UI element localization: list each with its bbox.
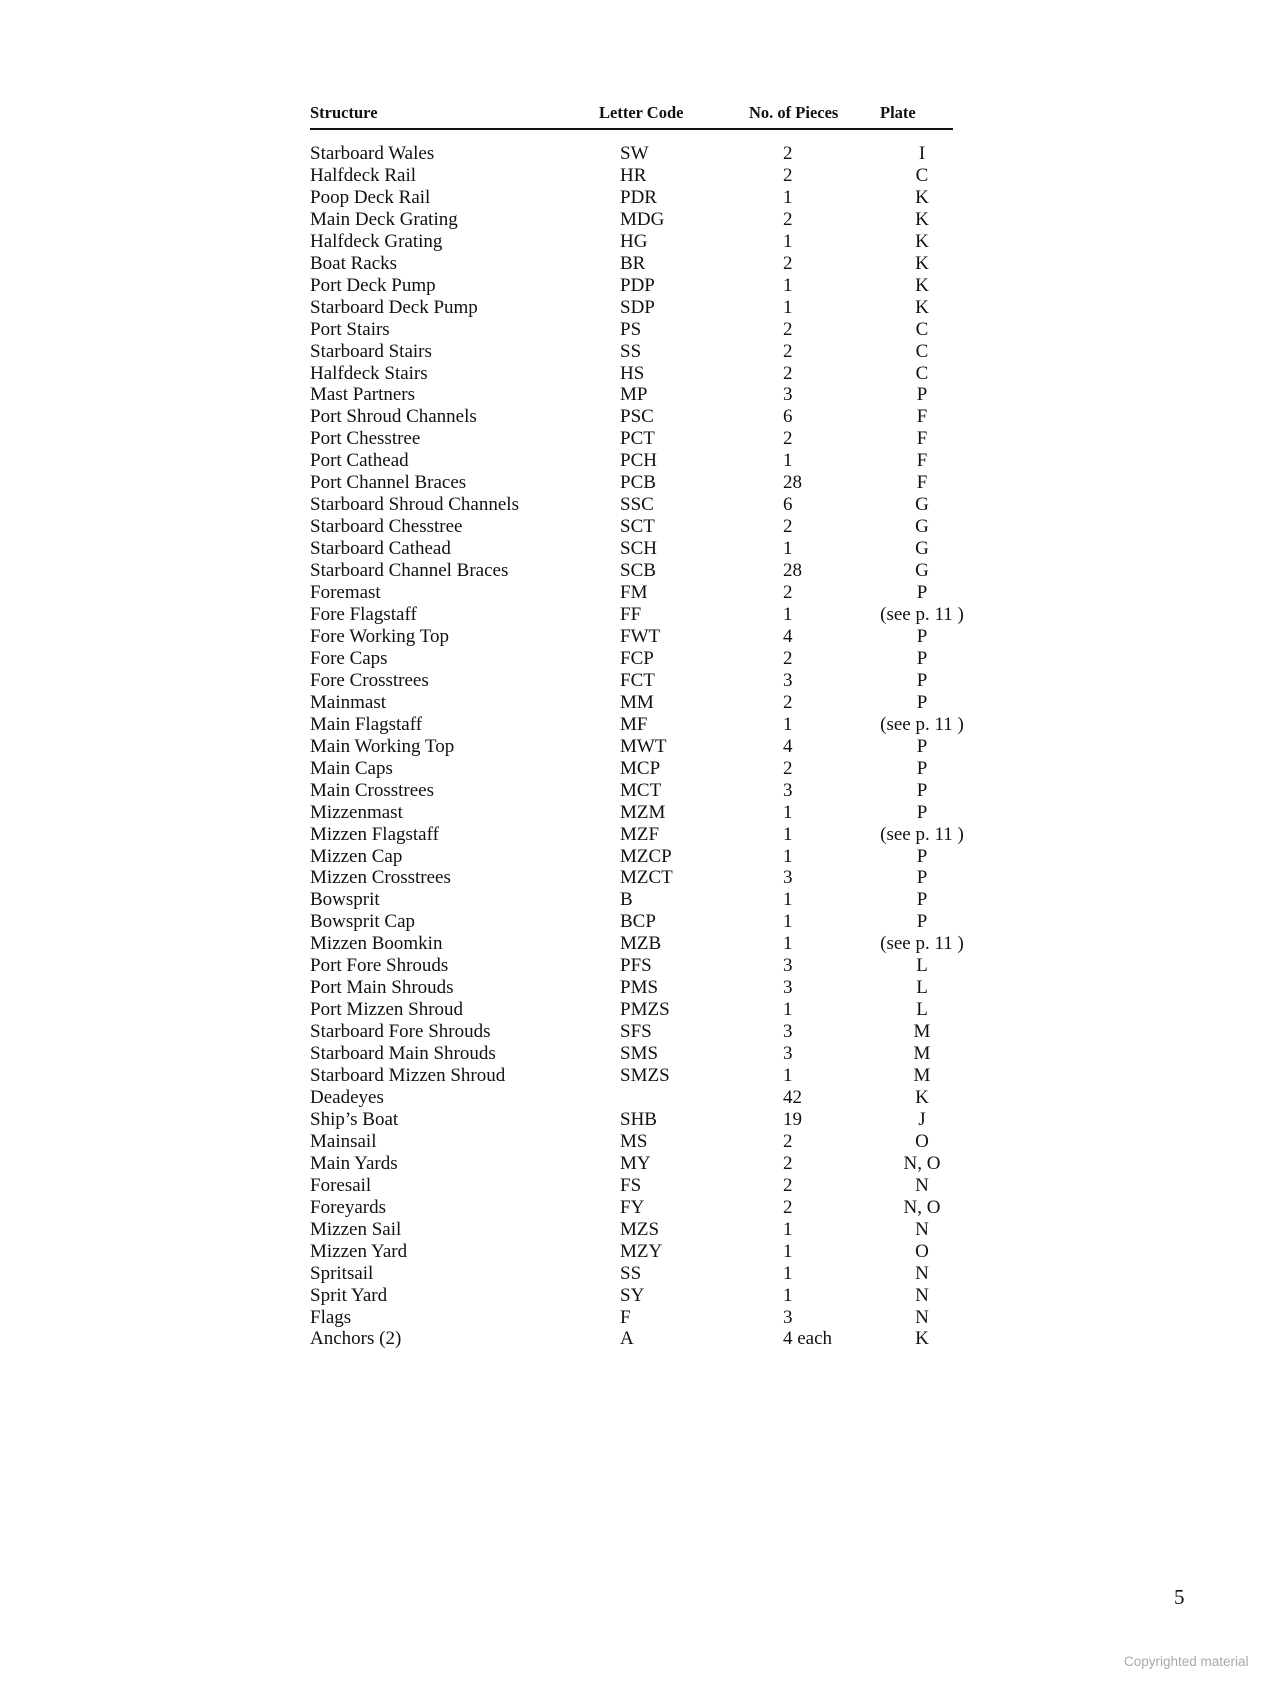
no-of-pieces-cell: 19 — [783, 1108, 802, 1130]
letter-code-cell: SSC — [620, 494, 654, 516]
structure-cell: Port Stairs — [310, 318, 390, 340]
letter-code-cell: MZCP — [620, 845, 672, 867]
plate-cell: P — [916, 582, 928, 604]
no-of-pieces-cell: 2 — [783, 318, 793, 340]
plate-cell: G — [915, 494, 929, 516]
letter-code-cell: FCT — [620, 669, 655, 691]
letter-code-cell: A — [620, 1328, 634, 1350]
plate-cell: K — [915, 296, 929, 318]
header-letter-code: Letter Code — [599, 103, 684, 122]
structure-cell: Mizzenmast — [310, 801, 403, 823]
table-row — [0, 406, 1280, 428]
structure-cell: Main Flagstaff — [310, 713, 423, 735]
plate-cell: K — [915, 230, 929, 252]
table-row — [0, 538, 1280, 560]
structure-cell: Starboard Channel Braces — [310, 560, 509, 582]
plate-cell: P — [916, 691, 928, 713]
no-of-pieces-cell: 1 — [783, 274, 793, 296]
structure-cell: Mizzen Yard — [310, 1240, 408, 1262]
plate-cell: G — [915, 538, 929, 560]
letter-code-cell: MZCT — [620, 867, 673, 889]
letter-code-cell: MM — [620, 691, 654, 713]
no-of-pieces-cell: 1 — [783, 1240, 793, 1262]
letter-code-cell: MZS — [620, 1218, 660, 1240]
structure-cell: Main Working Top — [310, 735, 455, 757]
structure-cell: Mizzen Boomkin — [310, 933, 443, 955]
letter-code-cell: MY — [620, 1152, 651, 1174]
table-row — [0, 1087, 1280, 1109]
structure-cell: Halfdeck Grating — [310, 230, 443, 252]
letter-code-cell: MZY — [620, 1240, 663, 1262]
letter-code-cell: PMZS — [620, 999, 670, 1021]
plate-cell: P — [916, 669, 928, 691]
table-row — [0, 889, 1280, 911]
plate-cell: N, O — [903, 1152, 941, 1174]
plate-cell: N, O — [903, 1196, 941, 1218]
structure-cell: Starboard Chesstree — [310, 516, 463, 538]
letter-code-cell: FY — [620, 1196, 645, 1218]
plate-cell: F — [916, 428, 928, 450]
plate-cell: J — [918, 1108, 926, 1130]
plate-cell: P — [916, 735, 928, 757]
plate-cell: G — [915, 560, 929, 582]
page-number: 5 — [1174, 1585, 1185, 1609]
structure-cell: Flags — [310, 1306, 352, 1328]
plate-cell: K — [915, 274, 929, 296]
plate-cell: (see p. 11 ) — [880, 713, 964, 735]
letter-code-cell: MZF — [620, 823, 660, 845]
letter-code-cell: SCT — [620, 516, 655, 538]
header-rule — [310, 128, 953, 130]
structure-cell: Boat Racks — [310, 252, 398, 274]
structure-cell: Mast Partners — [310, 384, 416, 406]
table-row — [0, 604, 1280, 626]
structure-cell: Port Main Shrouds — [310, 977, 454, 999]
no-of-pieces-cell: 1 — [783, 823, 793, 845]
table-row — [0, 582, 1280, 604]
plate-cell: P — [916, 757, 928, 779]
structure-cell: Mainmast — [310, 691, 386, 713]
table-row — [0, 1175, 1280, 1197]
letter-code-cell: MCT — [620, 779, 662, 801]
letter-code-cell: PSC — [620, 406, 654, 428]
table-row — [0, 1328, 1280, 1350]
no-of-pieces-cell: 2 — [783, 252, 793, 274]
plate-cell: (see p. 11 ) — [880, 823, 964, 845]
no-of-pieces-cell: 2 — [783, 340, 793, 362]
structure-cell: Bowsprit Cap — [310, 911, 416, 933]
letter-code-cell: FM — [620, 582, 648, 604]
plate-cell: O — [915, 1240, 929, 1262]
plate-cell: (see p. 11 ) — [880, 604, 964, 626]
plate-cell: I — [918, 143, 926, 164]
table-row — [0, 692, 1280, 714]
table-row — [0, 1065, 1280, 1087]
structure-cell: Mizzen Crosstrees — [310, 867, 451, 889]
header-no-of-pieces: No. of Pieces — [749, 103, 839, 122]
letter-code-cell: SCB — [620, 560, 656, 582]
letter-code-cell: FCP — [620, 647, 654, 669]
plate-cell: F — [916, 406, 928, 428]
structure-cell: Starboard Wales — [310, 143, 435, 164]
letter-code-cell: MCP — [620, 757, 661, 779]
no-of-pieces-cell: 2 — [783, 362, 793, 384]
table-row — [0, 714, 1280, 736]
table-row — [0, 428, 1280, 450]
no-of-pieces-cell: 2 — [783, 1196, 793, 1218]
no-of-pieces-cell: 1 — [783, 845, 793, 867]
letter-code-cell: PDP — [620, 274, 655, 296]
structure-cell: Port Fore Shrouds — [310, 955, 449, 977]
table-row — [0, 1263, 1280, 1285]
no-of-pieces-cell: 1 — [783, 450, 793, 472]
structure-cell: Mizzen Flagstaff — [310, 823, 439, 845]
no-of-pieces-cell: 1 — [783, 1262, 793, 1284]
no-of-pieces-cell: 1 — [783, 999, 793, 1021]
plate-cell: N — [915, 1218, 929, 1240]
no-of-pieces-cell: 1 — [783, 296, 793, 318]
no-of-pieces-cell: 3 — [783, 1043, 793, 1065]
structure-cell: Spritsail — [310, 1262, 374, 1284]
letter-code-cell: MF — [620, 713, 648, 735]
plate-cell: M — [913, 1021, 931, 1043]
letter-code-cell: BCP — [620, 911, 656, 933]
structure-cell: Main Deck Grating — [310, 208, 458, 230]
no-of-pieces-cell: 4 — [783, 735, 793, 757]
table-row — [0, 253, 1280, 275]
table-row — [0, 1219, 1280, 1241]
letter-code-cell: HG — [620, 230, 648, 252]
structure-cell: Fore Crosstrees — [310, 669, 429, 691]
table-row — [0, 977, 1280, 999]
structure-cell: Fore Working Top — [310, 625, 449, 647]
structure-cell: Port Deck Pump — [310, 274, 436, 296]
letter-code-cell: MS — [620, 1130, 648, 1152]
no-of-pieces-cell: 3 — [783, 669, 793, 691]
structure-cell: Halfdeck Stairs — [310, 362, 428, 384]
table-row — [0, 1109, 1280, 1131]
no-of-pieces-cell: 28 — [783, 472, 802, 494]
structure-cell: Bowsprit — [310, 889, 380, 911]
structure-cell: Main Caps — [310, 757, 393, 779]
structure-cell: Ship’s Boat — [310, 1108, 399, 1130]
plate-cell: P — [916, 384, 928, 406]
no-of-pieces-cell: 1 — [783, 230, 793, 252]
copyright-watermark: Copyrighted material — [1124, 1654, 1249, 1669]
table-row — [0, 494, 1280, 516]
no-of-pieces-cell: 2 — [783, 208, 793, 230]
letter-code-cell: SMZS — [620, 1065, 670, 1087]
plate-cell: P — [916, 625, 928, 647]
table-row — [0, 1043, 1280, 1065]
structure-cell: Mizzen Cap — [310, 845, 403, 867]
letter-code-cell: BR — [620, 252, 646, 274]
structure-cell: Starboard Shroud Channels — [310, 494, 519, 516]
no-of-pieces-cell: 1 — [783, 933, 793, 955]
no-of-pieces-cell: 3 — [783, 867, 793, 889]
table-row — [0, 143, 1280, 165]
letter-code-cell: MDG — [620, 208, 665, 230]
plate-cell: C — [915, 318, 929, 340]
plate-cell: P — [916, 779, 928, 801]
plate-cell: N — [915, 1174, 929, 1196]
no-of-pieces-cell: 6 — [783, 494, 793, 516]
letter-code-cell: SS — [620, 1262, 642, 1284]
table-row — [0, 867, 1280, 889]
no-of-pieces-cell: 3 — [783, 955, 793, 977]
plate-cell: P — [916, 911, 928, 933]
letter-code-cell: MZB — [620, 933, 662, 955]
plate-cell: M — [913, 1065, 931, 1087]
letter-code-cell: SS — [620, 340, 642, 362]
table-row — [0, 209, 1280, 231]
letter-code-cell: HR — [620, 164, 647, 186]
no-of-pieces-cell: 3 — [783, 779, 793, 801]
no-of-pieces-cell: 4 — [783, 625, 793, 647]
no-of-pieces-cell: 1 — [783, 889, 793, 911]
no-of-pieces-cell: 2 — [783, 143, 793, 164]
table-row — [0, 472, 1280, 494]
structure-cell: Starboard Main Shrouds — [310, 1043, 496, 1065]
no-of-pieces-cell: 2 — [783, 757, 793, 779]
structure-cell: Port Channel Braces — [310, 472, 467, 494]
no-of-pieces-cell: 1 — [783, 801, 793, 823]
table-row — [0, 516, 1280, 538]
structure-cell: Deadeyes — [310, 1086, 384, 1108]
table-row — [0, 933, 1280, 955]
plate-cell: N — [915, 1306, 929, 1328]
structure-cell: Halfdeck Rail — [310, 164, 417, 186]
letter-code-cell: MWT — [620, 735, 667, 757]
table-row — [0, 846, 1280, 868]
no-of-pieces-cell: 1 — [783, 713, 793, 735]
table-row — [0, 999, 1280, 1021]
plate-cell: L — [916, 955, 928, 977]
plate-cell: F — [916, 472, 928, 494]
structure-cell: Port Chesstree — [310, 428, 421, 450]
table-row — [0, 626, 1280, 648]
table-row — [0, 648, 1280, 670]
no-of-pieces-cell: 1 — [783, 604, 793, 626]
letter-code-cell: MZM — [620, 801, 666, 823]
no-of-pieces-cell: 1 — [783, 1284, 793, 1306]
structure-cell: Starboard Mizzen Shroud — [310, 1065, 506, 1087]
letter-code-cell: SCH — [620, 538, 657, 560]
structure-cell: Foreyards — [310, 1196, 386, 1218]
plate-cell: F — [916, 450, 928, 472]
plate-cell: P — [916, 889, 928, 911]
no-of-pieces-cell: 2 — [783, 691, 793, 713]
letter-code-cell: B — [620, 889, 633, 911]
letter-code-cell: PDR — [620, 186, 657, 208]
no-of-pieces-cell: 1 — [783, 1218, 793, 1240]
structure-cell: Starboard Stairs — [310, 340, 432, 362]
header-structure: Structure — [310, 103, 378, 122]
table-row — [0, 560, 1280, 582]
structure-cell: Mainsail — [310, 1130, 377, 1152]
letter-code-cell: PCB — [620, 472, 656, 494]
no-of-pieces-cell: 6 — [783, 406, 793, 428]
structure-cell: Main Yards — [310, 1152, 398, 1174]
table-row — [0, 1307, 1280, 1329]
structure-cell: Port Shroud Channels — [310, 406, 477, 428]
plate-cell: L — [916, 977, 928, 999]
plate-cell: P — [916, 867, 928, 889]
no-of-pieces-cell: 42 — [783, 1086, 802, 1108]
table-row — [0, 231, 1280, 253]
table-row — [0, 758, 1280, 780]
table-row — [0, 1197, 1280, 1219]
no-of-pieces-cell: 3 — [783, 977, 793, 999]
table-row — [0, 802, 1280, 824]
plate-cell: P — [916, 845, 928, 867]
no-of-pieces-cell: 3 — [783, 384, 793, 406]
plate-cell: N — [915, 1284, 929, 1306]
structure-cell: Port Cathead — [310, 450, 409, 472]
letter-code-cell: PS — [620, 318, 642, 340]
no-of-pieces-cell: 1 — [783, 538, 793, 560]
plate-cell: O — [915, 1130, 929, 1152]
no-of-pieces-cell: 2 — [783, 1130, 793, 1152]
plate-cell: C — [915, 164, 929, 186]
no-of-pieces-cell: 2 — [783, 164, 793, 186]
plate-cell: K — [915, 1086, 929, 1108]
plate-cell: N — [915, 1262, 929, 1284]
letter-code-cell: FWT — [620, 625, 661, 647]
letter-code-cell: PCT — [620, 428, 655, 450]
letter-code-cell: SHB — [620, 1108, 657, 1130]
structure-cell: Starboard Deck Pump — [310, 296, 478, 318]
plate-cell: C — [915, 340, 929, 362]
letter-code-cell: SFS — [620, 1021, 652, 1043]
no-of-pieces-cell: 2 — [783, 428, 793, 450]
table-row — [0, 341, 1280, 363]
letter-code-cell: PFS — [620, 955, 652, 977]
letter-code-cell: FF — [620, 604, 642, 626]
plate-cell: M — [913, 1043, 931, 1065]
table-row — [0, 275, 1280, 297]
structure-cell: Foresail — [310, 1174, 372, 1196]
letter-code-cell: SY — [620, 1284, 645, 1306]
table-row — [0, 319, 1280, 341]
no-of-pieces-cell: 4 each — [783, 1328, 833, 1350]
plate-cell: C — [915, 362, 929, 384]
structure-cell: Fore Caps — [310, 647, 388, 669]
no-of-pieces-cell: 2 — [783, 582, 793, 604]
no-of-pieces-cell: 2 — [783, 1152, 793, 1174]
plate-cell: K — [915, 1328, 929, 1350]
plate-cell: K — [915, 186, 929, 208]
table-row — [0, 911, 1280, 933]
header-plate: Plate — [880, 103, 916, 122]
table-row — [0, 1131, 1280, 1153]
table-row — [0, 450, 1280, 472]
table-row — [0, 363, 1280, 385]
table-row — [0, 736, 1280, 758]
structure-cell: Sprit Yard — [310, 1284, 388, 1306]
table-row — [0, 297, 1280, 319]
parts-table-body — [0, 143, 1280, 1350]
table-row — [0, 187, 1280, 209]
table-row — [0, 780, 1280, 802]
letter-code-cell: PCH — [620, 450, 657, 472]
table-row — [0, 165, 1280, 187]
letter-code-cell: MP — [620, 384, 648, 406]
structure-cell: Fore Flagstaff — [310, 604, 417, 626]
table-row — [0, 1285, 1280, 1307]
no-of-pieces-cell: 1 — [783, 1065, 793, 1087]
letter-code-cell: F — [620, 1306, 631, 1328]
structure-cell: Starboard Fore Shrouds — [310, 1021, 491, 1043]
table-row — [0, 1021, 1280, 1043]
structure-cell: Main Crosstrees — [310, 779, 435, 801]
no-of-pieces-cell: 1 — [783, 911, 793, 933]
structure-cell: Poop Deck Rail — [310, 186, 431, 208]
no-of-pieces-cell: 2 — [783, 516, 793, 538]
plate-cell: P — [916, 801, 928, 823]
structure-cell: Starboard Cathead — [310, 538, 451, 560]
structure-cell: Mizzen Sail — [310, 1218, 402, 1240]
letter-code-cell: FS — [620, 1174, 642, 1196]
letter-code-cell: PMS — [620, 977, 659, 999]
table-row — [0, 1241, 1280, 1263]
structure-cell: Port Mizzen Shroud — [310, 999, 464, 1021]
table-row — [0, 384, 1280, 406]
plate-cell: K — [915, 208, 929, 230]
table-row — [0, 1153, 1280, 1175]
table-row — [0, 670, 1280, 692]
no-of-pieces-cell: 28 — [783, 560, 802, 582]
no-of-pieces-cell: 1 — [783, 186, 793, 208]
letter-code-cell: SDP — [620, 296, 655, 318]
letter-code-cell: SMS — [620, 1043, 659, 1065]
plate-cell: P — [916, 647, 928, 669]
structure-cell: Anchors (2) — [310, 1328, 402, 1350]
no-of-pieces-cell: 3 — [783, 1021, 793, 1043]
plate-cell: G — [915, 516, 929, 538]
table-row — [0, 955, 1280, 977]
no-of-pieces-cell: 2 — [783, 647, 793, 669]
no-of-pieces-cell: 3 — [783, 1306, 793, 1328]
plate-cell: L — [916, 999, 928, 1021]
letter-code-cell: SW — [620, 143, 649, 164]
letter-code-cell: HS — [620, 362, 645, 384]
plate-cell: (see p. 11 ) — [880, 933, 964, 955]
no-of-pieces-cell: 2 — [783, 1174, 793, 1196]
structure-cell: Foremast — [310, 582, 381, 604]
table-row — [0, 824, 1280, 846]
plate-cell: K — [915, 252, 929, 274]
